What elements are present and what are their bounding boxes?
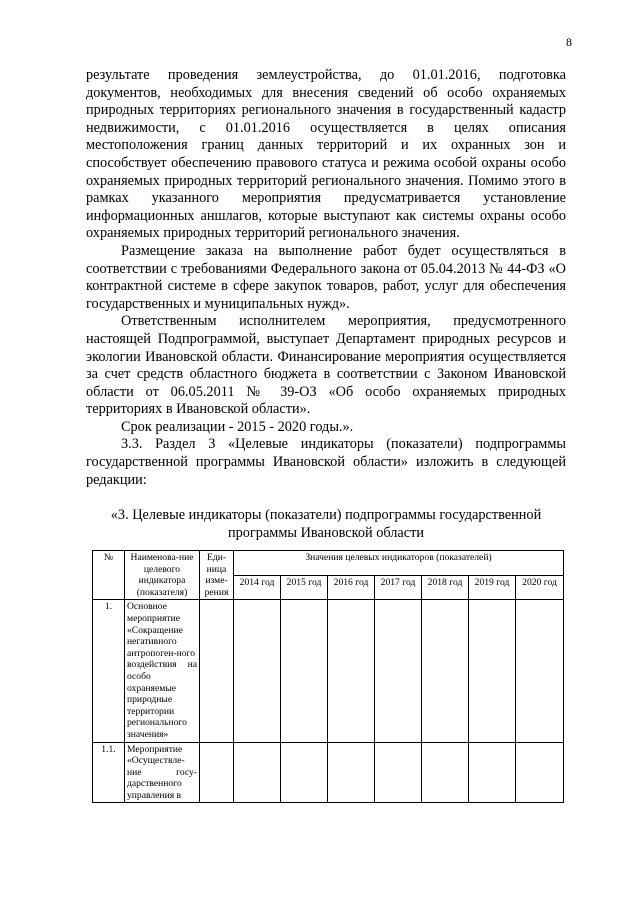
header-year: 2019 год bbox=[469, 575, 516, 600]
row-no: 1. bbox=[93, 600, 125, 742]
indicators-table bbox=[92, 550, 564, 803]
header-values: Значения целевых индикаторов (показателей) bbox=[234, 551, 564, 576]
paragraph: 3.3. Раздел 3 «Целевые индикаторы (показатели) подпрограммы государственной программы Ивановской области» изложить в следующей редакции: bbox=[86, 436, 566, 488]
paragraph: результате проведения землеустройства, до 01.01.2016, подготовка документов, необходимых для внесения сведений об особо охраняемых природных территориях регионального значения в государственный кадастр недвижимости, с 01.01.2016 осуществляется в целях описания местоположения границ данных территорий и их охранных зон и способствует обеспечению правового статуса и режима особой охраны особо охраняемых природных территорий регионального значения. Помимо этого в рамках указанного мероприятия предусматривается установление информационных аншлагов, которые выступают как системы охраны особо охраняемых природных территорий регионального значения. bbox=[86, 67, 566, 242]
row-name: Основное мероприятие «Сокращение негативного антропоген-ного воздействия на особо охраняемые природные территории регионального значения» bbox=[125, 600, 200, 742]
header-name: Наименова-ние целевого индикатора (показателя) bbox=[125, 551, 200, 600]
header-no: № bbox=[93, 551, 125, 600]
table-row bbox=[93, 742, 564, 803]
row-value bbox=[469, 742, 516, 803]
paragraph: Размещение заказа на выполнение работ будет осуществляться в соответствии с требованиями Федерального закона от 05.04.2013 № 44-ФЗ «О контрактной системе в сфере закупок товаров, работ, услуг для обеспечения государственных и муниципальных нужд». bbox=[86, 242, 566, 312]
row-value bbox=[422, 600, 469, 742]
body-text bbox=[86, 67, 566, 489]
row-value bbox=[281, 600, 328, 742]
table-title-line: программы Ивановской области bbox=[227, 524, 424, 541]
row-value bbox=[234, 600, 281, 742]
row-value bbox=[281, 742, 328, 803]
row-no: 1.1. bbox=[93, 742, 125, 803]
row-unit bbox=[200, 600, 234, 742]
row-value bbox=[422, 742, 469, 803]
row-value bbox=[375, 742, 422, 803]
row-value bbox=[328, 742, 375, 803]
header-year: 2017 год bbox=[375, 575, 422, 600]
table-title bbox=[86, 507, 566, 542]
paragraph: Ответственным исполнителем мероприятия, предусмотренного настоящей Подпрограммой, выступает Департамент природных ресурсов и экологии Ивановской области. Финансирование мероприятия осуществляется за счет средств областного бюджета в соответствии с Законом Ивановской области от 06.05.2011 № 39-ОЗ «Об особо охраняемых природных территориях в Ивановской области». bbox=[86, 313, 566, 418]
row-name: Мероприятие «Осуществле-ние госу-дарственного управления в bbox=[125, 742, 200, 803]
header-unit: Еди-ница изме-рения bbox=[200, 551, 234, 600]
table-title-line: «3. Целевые индикаторы (показатели) подпрограммы государственной bbox=[110, 507, 542, 523]
paragraph: Срок реализации - 2015 - 2020 годы.». bbox=[121, 418, 354, 435]
header-year: 2016 год bbox=[328, 575, 375, 600]
row-value bbox=[234, 742, 281, 803]
table-row bbox=[93, 600, 564, 742]
row-value bbox=[516, 742, 564, 803]
row-value bbox=[469, 600, 516, 742]
header-year: 2018 год bbox=[422, 575, 469, 600]
header-year: 2014 год bbox=[234, 575, 281, 600]
header-year: 2020 год bbox=[516, 575, 564, 600]
page-number: 8 bbox=[566, 35, 572, 49]
row-value bbox=[328, 600, 375, 742]
row-unit bbox=[200, 742, 234, 803]
row-value bbox=[516, 600, 564, 742]
row-value bbox=[375, 600, 422, 742]
header-year: 2015 год bbox=[281, 575, 328, 600]
